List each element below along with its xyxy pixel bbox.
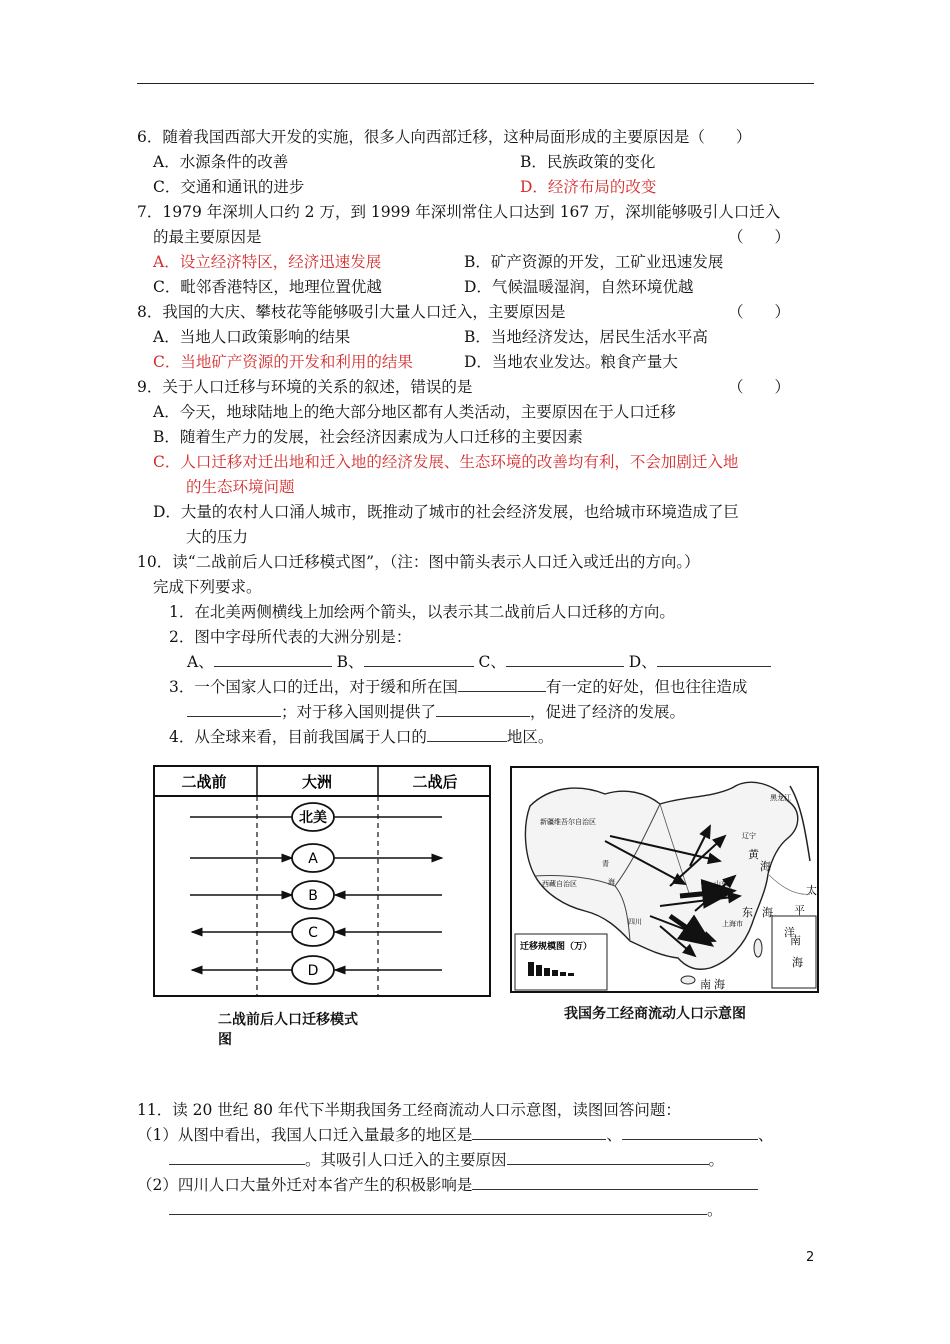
label-liaoning: 辽宁 [742, 832, 756, 840]
label-hai: 海 [608, 878, 615, 886]
q8-option-b: B．当地经济发达，居民生活水平高 [464, 328, 708, 346]
q10-stem: 10．读“二战前后人口迁移模式图”，（注：图中箭头表示人口迁入或迁出的方向。） [137, 553, 700, 571]
q11-stem: 11．读 20 世纪 80 年代下半期我国务工经商流动人口示意图，读图回答问题： [137, 1101, 681, 1119]
header-continent: 大洲 [301, 773, 333, 791]
label-north-america: 北美 [299, 810, 327, 826]
q7-paren: （ ） [728, 228, 791, 246]
label-d: D [307, 963, 319, 979]
label-sichuan: 四川 [628, 918, 642, 926]
label-a: A [308, 851, 318, 867]
label-tibet: 西藏自治区 [542, 880, 577, 888]
header-rule [137, 83, 814, 84]
blank-11-6[interactable] [169, 1200, 707, 1215]
blank-s3-3[interactable] [436, 702, 530, 717]
label-b: B [308, 888, 318, 904]
q8-option-a: A．当地人口政策影响的结果 [153, 328, 351, 346]
q6-option-b: B．民族政策的变化 [520, 153, 656, 171]
fig1-caption: 二战前后人口迁移模式 图 [218, 1012, 358, 1048]
blank-11-5[interactable] [472, 1175, 758, 1190]
q9-paren: （ ） [728, 378, 791, 396]
label-qing: 青 [602, 860, 609, 868]
q9-option-c-cont: 的生态环境问题 [186, 478, 295, 496]
header-postwar: 二战后 [412, 773, 458, 791]
q7-option-a-answer: A．设立经济特区，经济迅速发展 [153, 253, 382, 271]
label-xinjiang: 新疆维吾尔自治区 [540, 818, 596, 826]
fig2-caption: 我国务工经商流动人口示意图 [564, 1006, 746, 1022]
q7-option-b: B．矿产资源的开发，工矿业迅速发展 [464, 253, 724, 271]
q8-option-c-answer: C．当地矿产资源的开发和利用的结果 [153, 353, 413, 371]
q11-part1: （1）从图中看出，我国人口迁入量最多的地区是 、 、 [137, 1126, 774, 1144]
q7-option-c: C．毗邻香港特区，地理位置优越 [153, 278, 382, 296]
q8-stem: 8．我国的大庆、攀枝花等能够吸引大量人口迁入，主要原因是 [137, 303, 566, 321]
blank-d[interactable] [657, 652, 771, 667]
q7-stem: 7．1979 年深圳人口约 2 万，到 1999 年深圳常住人口达到 167 万，深圳能够吸引人口迁入 [137, 203, 781, 221]
q10-sub2-blanks: A、 B、 C、 D、 [187, 652, 771, 672]
q7-stem-cont: 的最主要原因是 [153, 228, 262, 246]
q6-option-c: C．交通和通讯的进步 [153, 178, 305, 196]
label-hai-inset: 海 [792, 956, 803, 969]
blank-b[interactable] [364, 652, 474, 667]
q7-option-d: D．气候温暖湿润，自然环境优越 [464, 278, 694, 296]
blank-11-4[interactable] [507, 1150, 709, 1165]
label-nanhai-2: 海 [714, 978, 725, 991]
q9-option-c-answer: C．人口迁移对迁出地和迁入地的经济发展、生态环境的改善均有利，不会加剧迁入地 [153, 453, 739, 471]
q10-sub4: 4．从全球来看，目前我国属于人口的 地区。 [169, 728, 554, 746]
q11-part1-cont: 。其吸引人口迁入的主要原因 。 [169, 1150, 724, 1170]
blank-s4[interactable] [427, 727, 507, 742]
label-ping: 平 [794, 904, 805, 917]
q9-option-a: A．今天，地球陆地上的绝大部分地区都有人类活动，主要原因在于人口迁移 [153, 403, 676, 421]
legend-title: 迁移规模图（万） [520, 942, 593, 952]
q6-option-d-answer: D．经济布局的改变 [520, 178, 657, 196]
q8-paren: （ ） [728, 303, 791, 321]
q6-stem: 6．随着我国西部大开发的实施，很多人向西部迁移，这种局面形成的主要原因是（ ） [137, 128, 752, 146]
q10-sub3: 3．一个国家人口的迁出，对于缓和所在国 有一定的好处，但也往往造成 [169, 678, 748, 696]
label-dong: 东 [742, 906, 753, 919]
q6-option-a: A．水源条件的改善 [153, 153, 289, 171]
blank-a[interactable] [214, 652, 332, 667]
q9-stem: 9．关于人口迁移与环境的关系的叙述，错误的是 [137, 378, 473, 396]
blank-11-2[interactable] [622, 1125, 758, 1140]
q10-sub3-cont: ；对于移入国则提供了 ，促进了经济的发展。 [187, 702, 685, 722]
q8-option-d: D．当地农业发达。粮食产量大 [464, 353, 678, 371]
q9-option-d: D．大量的农村人口涌人城市，既推动了城市的社会经济发展，也给城市环境造成了巨 [153, 503, 739, 521]
q10-sub2: 2．图中字母所代表的大洲分别是： [169, 628, 412, 646]
label-shanghai: 上海市 [722, 920, 743, 928]
label-heilongjiang: 黑龙江 [770, 794, 791, 802]
q11-part2-cont: 。 [169, 1200, 723, 1220]
q9-option-b: B．随着生产力的发展，社会经济因素成为人口迁移的主要因素 [153, 428, 583, 446]
blank-c[interactable] [506, 652, 624, 667]
china-migration-map [510, 766, 820, 994]
label-nanhai: 南 [700, 978, 711, 991]
label-huang: 黄 [748, 848, 759, 861]
blank-s3-2[interactable] [187, 702, 281, 717]
label-yang: 洋 [784, 926, 795, 939]
blank-11-3[interactable] [169, 1150, 305, 1165]
label-donghai: 海 [762, 906, 773, 919]
label-huanghai: 海 [760, 860, 771, 873]
q11-part2: （2）四川人口大量外迁对本省产生的积极影响是 [137, 1175, 758, 1195]
migration-pattern-figure [152, 764, 492, 998]
page-number: 2 [806, 1250, 815, 1265]
label-tai: 太 [806, 884, 817, 897]
label-c: C [308, 925, 318, 941]
q10-stem-cont: 完成下列要求。 [153, 578, 262, 596]
blank-s3-1[interactable] [458, 677, 546, 692]
header-prewar: 二战前 [181, 773, 227, 791]
label-nan-inset: 南 [790, 934, 801, 947]
q10-sub1: 1．在北美两侧横线上加绘两个箭头，以表示其二战前后人口迁移的方向。 [169, 603, 675, 621]
blank-11-1[interactable] [472, 1125, 606, 1140]
label-shandong: 山东 [714, 880, 728, 888]
q9-option-d-cont: 大的压力 [186, 528, 249, 546]
